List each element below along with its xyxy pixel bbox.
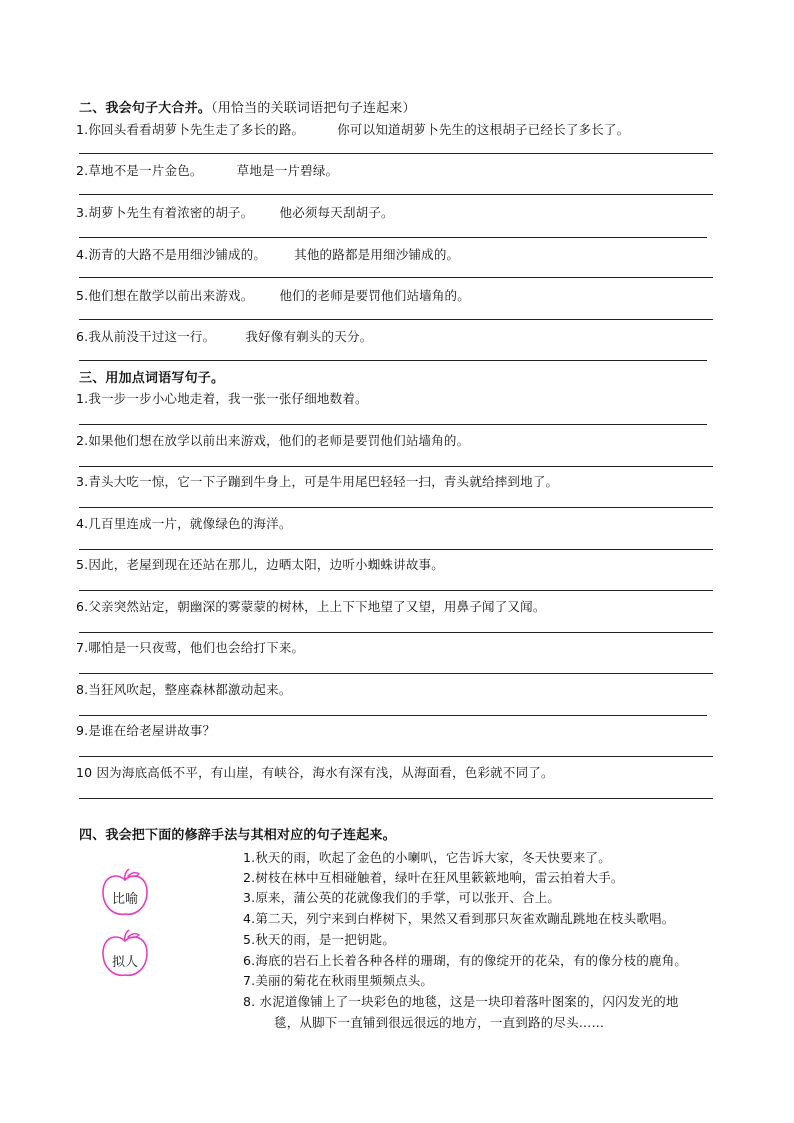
sentence-b: 草地是一片碧绿。 bbox=[236, 163, 339, 178]
s2-item-3 bbox=[76, 205, 394, 221]
answer-line bbox=[79, 319, 713, 320]
item-number: 5. bbox=[76, 288, 89, 303]
s4-sentence-2: 2.树枝在林中互相碰触着，绿叶在狂风里簌簌地响，雷云拍着大手。 bbox=[243, 870, 624, 885]
s4-sentence-1: 1.秋天的雨，吹起了金色的小喇叭，它告诉大家，冬天快要来了。 bbox=[243, 850, 611, 865]
s4-sentence-7: 7.美丽的菊花在秋雨里频频点头。 bbox=[243, 973, 434, 988]
s2-item-5 bbox=[76, 288, 470, 304]
answer-line bbox=[79, 424, 707, 425]
item-number: 2. bbox=[76, 163, 89, 178]
answer-line bbox=[79, 673, 713, 674]
section2-title-text: 二、我会句子大合并。 bbox=[79, 101, 212, 116]
item-number: 4. bbox=[76, 247, 89, 262]
s3-item-3: 3.青头大吃一惊，它一下子蹦到牛身上，可是牛用尾巴轻轻一扫，青头就给摔到地了。 bbox=[76, 474, 559, 489]
s3-item-8: 8.当狂风吹起，整座森林都激动起来。 bbox=[76, 682, 292, 697]
answer-line bbox=[79, 756, 713, 757]
answer-line bbox=[79, 277, 713, 278]
answer-line bbox=[79, 194, 713, 195]
sentence-a: 你回头看看胡萝卜先生走了多长的路。 bbox=[88, 122, 305, 137]
sentence-b: 其他的路都是用细沙铺成的。 bbox=[294, 247, 460, 262]
s2-item-2 bbox=[76, 163, 338, 179]
answer-line bbox=[79, 507, 713, 508]
answer-line bbox=[79, 549, 713, 550]
s4-sentence-5: 5.秋天的雨，是一把钥匙。 bbox=[243, 932, 396, 947]
s4-sentence-4: 4.第二天，列宁来到白桦树下，果然又看到那只灰雀欢蹦乱跳地在枝头歌唱。 bbox=[243, 911, 675, 926]
answer-line bbox=[79, 798, 713, 799]
apple-label-text: 拟人 bbox=[111, 955, 138, 970]
s3-item-4: 4.几百里连成一片，就像绿色的海洋。 bbox=[76, 516, 292, 531]
section2-title bbox=[79, 101, 416, 117]
s2-item-4 bbox=[76, 247, 459, 263]
item-number: 1. bbox=[76, 122, 89, 137]
s4-sentence-6: 6.海底的岩石上长着各种各样的珊瑚，有的像绽开的花朵，有的像分枝的鹿角。 bbox=[243, 953, 688, 968]
sentence-b: 你可以知道胡萝卜先生的这根胡子已经长了多长了。 bbox=[337, 122, 630, 137]
s3-item-2: 2.如果他们想在放学以前出来游戏，他们的老师是要罚他们站墙角的。 bbox=[76, 433, 470, 448]
s2-item-1 bbox=[76, 122, 629, 138]
answer-line bbox=[79, 715, 707, 716]
s4-sentence-8: 8. 水泥道像铺上了一块彩色的地毯，这是一块印着落叶图案的，闪闪发光的地 bbox=[243, 994, 679, 1009]
answer-line bbox=[79, 632, 713, 633]
sentence-a: 胡萝卜先生有着浓密的胡子。 bbox=[88, 205, 254, 220]
section3-title: 三、用加点词语写句子。 bbox=[79, 371, 225, 386]
sentence-b: 我好像有剃头的天分。 bbox=[245, 329, 373, 344]
s2-item-6 bbox=[76, 329, 372, 345]
s3-item-9: 9.是谁在给老屋讲故事？ bbox=[76, 723, 216, 738]
s3-item-6: 6.父亲突然站定，朝幽深的雾蒙蒙的树林，上上下下地望了又望，用鼻子闻了又闻。 bbox=[76, 599, 546, 614]
answer-line bbox=[79, 466, 713, 467]
s3-item-10: 10 因为海底高低不平，有山崖，有峡谷，海水有深有浅，从海面看，色彩就不同了。 bbox=[76, 765, 554, 780]
item-number: 6. bbox=[76, 329, 89, 344]
sentence-a: 我从前没干过这一行。 bbox=[88, 329, 216, 344]
s3-item-7: 7.哪怕是一只夜莺，他们也会给打下来。 bbox=[76, 640, 305, 655]
s4-sentence-8-cont: 毯，从脚下一直铺到很远很远的地方，一直到路的尽头…… bbox=[274, 1015, 605, 1030]
sentence-a: 草地不是一片金色。 bbox=[88, 163, 203, 178]
sentence-a: 他们想在散学以前出来游戏。 bbox=[88, 288, 254, 303]
s4-sentence-3: 3.原来，蒲公英的花就像我们的手掌，可以张开、合上。 bbox=[243, 890, 561, 905]
answer-line bbox=[79, 360, 707, 361]
apple-label-text: 比喻 bbox=[111, 892, 138, 907]
item-number: 3. bbox=[76, 205, 89, 220]
apple-label-personification[interactable] bbox=[99, 929, 151, 981]
sentence-b: 他们的老师是要罚他们站墙角的。 bbox=[279, 288, 470, 303]
apple-label-metaphor[interactable] bbox=[99, 868, 151, 920]
sentence-b: 他必须每天刮胡子。 bbox=[279, 205, 394, 220]
sentence-a: 沥青的大路不是用细沙铺成的。 bbox=[88, 247, 267, 262]
answer-line bbox=[79, 237, 707, 238]
answer-line bbox=[79, 590, 713, 591]
section4-title: 四、我会把下面的修辞手法与其相对应的句子连起来。 bbox=[79, 828, 396, 843]
answer-line bbox=[79, 153, 713, 154]
s3-item-1: 1.我一步一步小心地走着，我一张一张仔细地数着。 bbox=[76, 391, 368, 406]
section2-note: （用恰当的关联词语把句子连起来） bbox=[211, 101, 416, 116]
s3-item-5: 5.因此，老屋到现在还站在那儿，边晒太阳，边听小蜘蛛讲故事。 bbox=[76, 557, 444, 572]
